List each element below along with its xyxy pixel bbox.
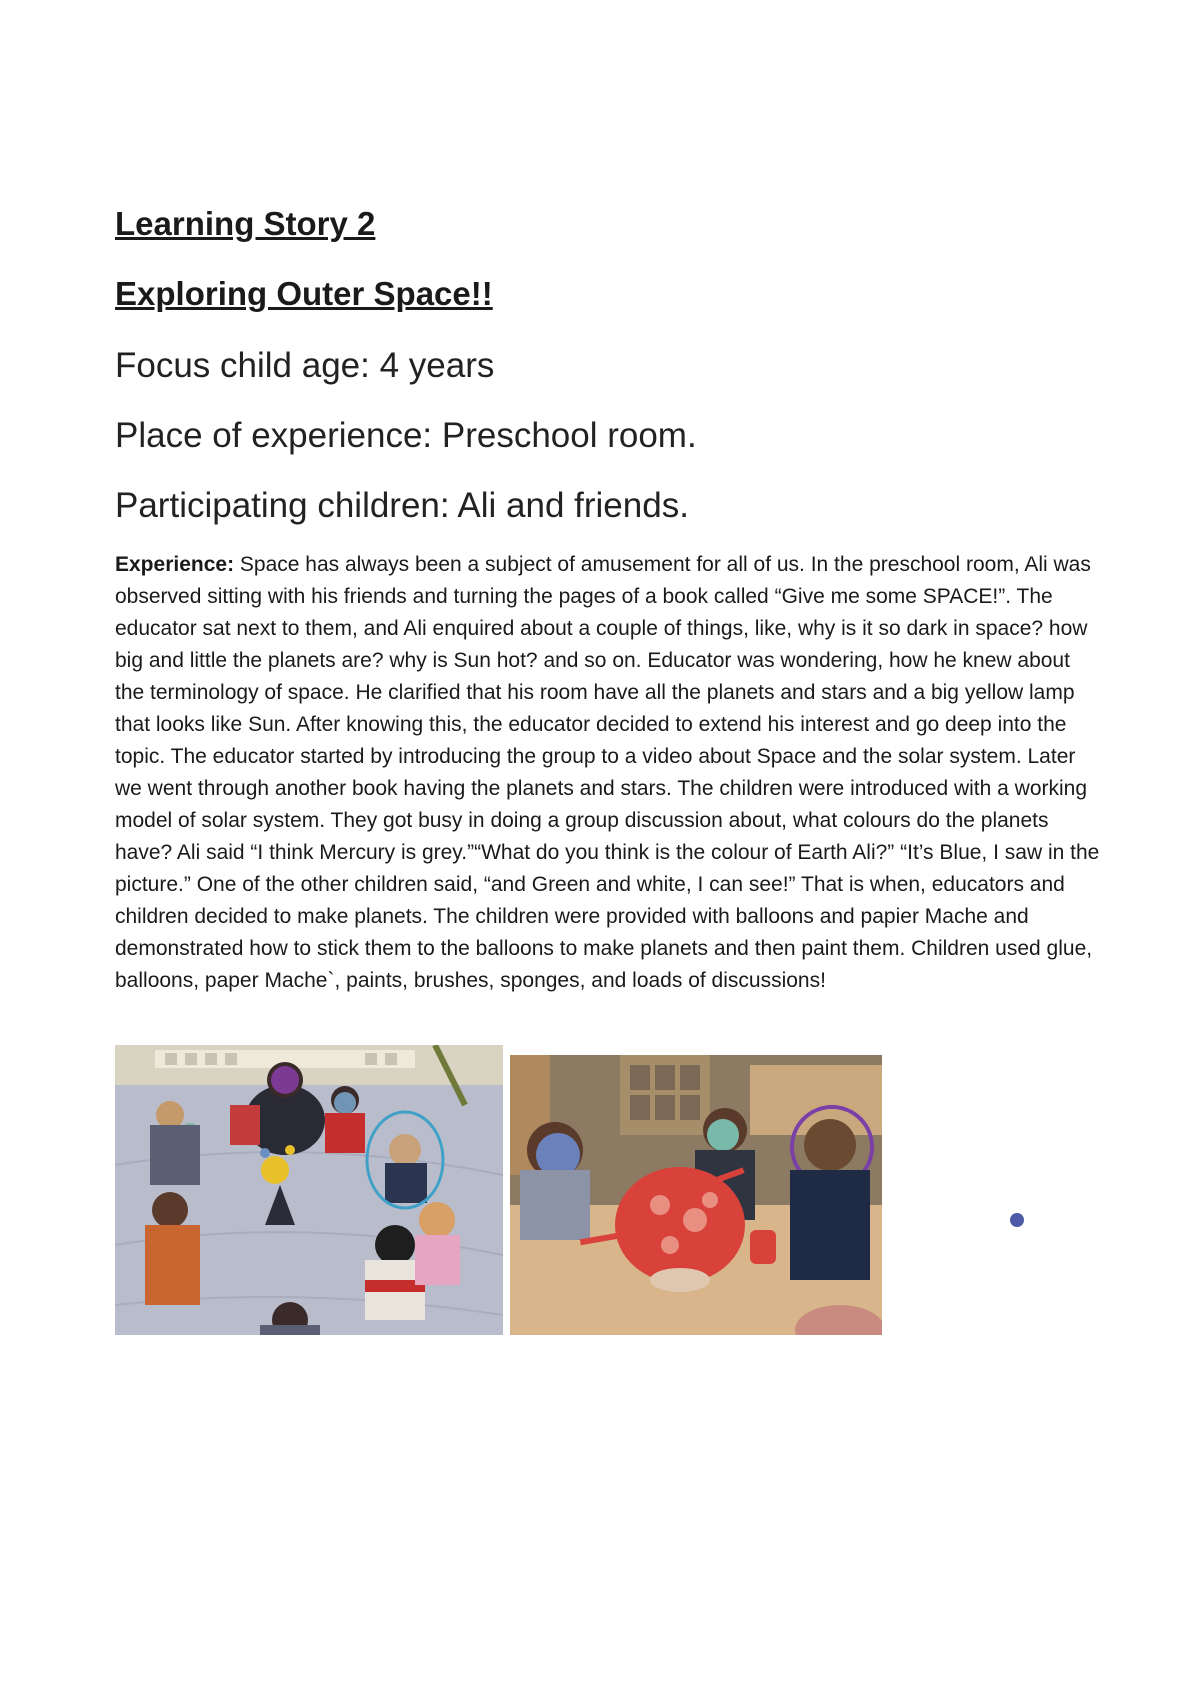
experience-paragraph [115,549,1100,997]
document-subtitle: Exploring Outer Space!! [115,275,493,312]
experience-text: Space has always been a subject of amusement for all of us. In the preschool room, Ali was observed sitting with his friends and turning the pages of a book called “Give me some SPACE!”. The educator sat next to them, and Ali enquired about a couple of things, like, why is it so dark in space? how big and little the planets are? why is Sun hot? and so on. Educator was wondering, how he knew about the terminology of space. He clarified that his room have all the planets and stars and a big yellow lamp that looks like Sun. After knowing this, the educator decided to extend his interest and go deep into the topic. The educator started by introducing the group to a video about Space and the solar system. Later we went through another book having the planets and stars. The children were introduced with a working model of solar system. They got busy in doing a group discussion about, what colours do the planets have? Ali said “I think Mercury is grey.”“What do you think is the colour of Earth Ali?” “It’s Blue, I saw in the picture.” One of the other children said, “and Green and white, I can see!” That is when, educators and children decided to make planets. The children were provided with balloons and papier Mache and demonstrated how to stick them to the balloons to make planets and then paint them. Children used glue, balloons, paper Mache`, paints, brushes, sponges, and loads of discussions! [115,553,1100,992]
participating-children: Participating children: Ali and friends. [115,486,689,525]
photo-papier-mache-planet [510,1055,882,1335]
document-title: Learning Story 2 [115,205,376,242]
experience-label: Experience: [115,553,235,576]
focus-child-age: Focus child age: 4 years [115,346,495,385]
place-of-experience: Place of experience: Preschool room. [115,416,697,455]
decorative-dot [1010,1213,1024,1227]
photo-group-on-carpet [115,1045,503,1335]
